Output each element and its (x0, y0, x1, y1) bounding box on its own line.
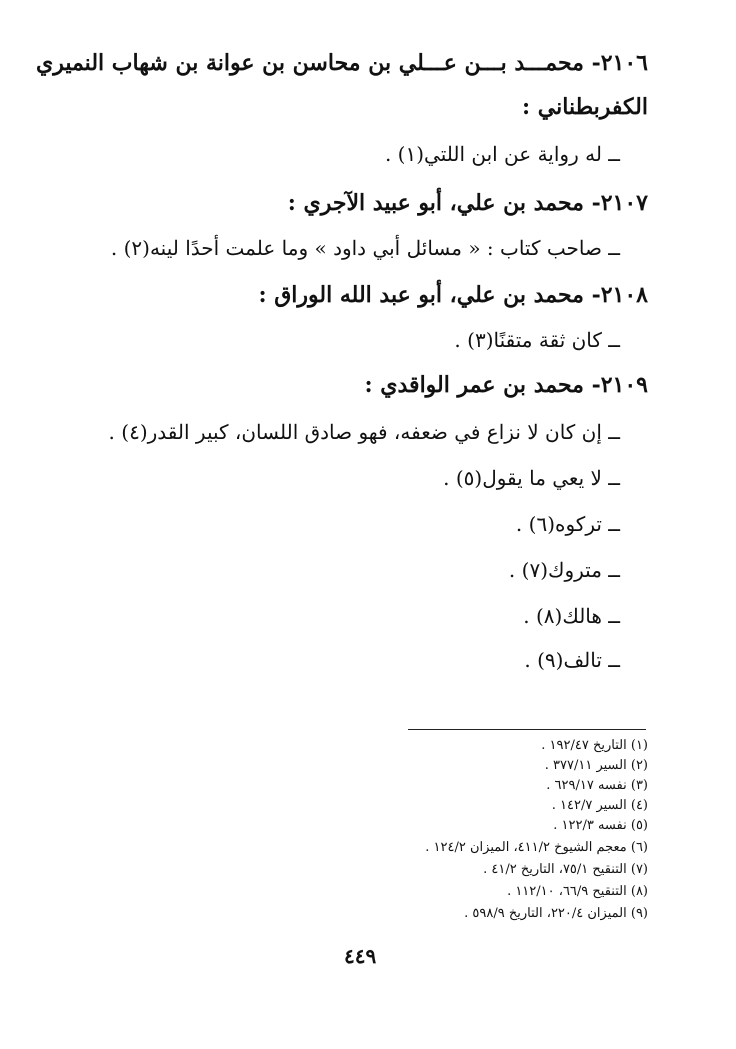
entry-heading-2108: ٢١٠٨- محمد بن علي، أبو عبد الله الوراق : (258, 282, 648, 308)
entry-2109-quote-2: ــ لا يعي ما يقول(٥) . (443, 466, 620, 490)
entry-2109-quote-1: ــ إن كان لا نزاع في ضعفه، فهو صادق اللسان، كبير القدر(٤) . (108, 420, 620, 444)
footnote-divider (408, 729, 646, 730)
entry-2107-quote-1: ــ صاحب كتاب : « مسائل أبي داود » وما علمت أحدًا لينه(٢) . (110, 236, 620, 260)
footnote-6: (٦) معجم الشيوخ ٤١١/٢، الميزان ١٢٤/٢ . (425, 840, 648, 855)
entry-heading-2106: ٢١٠٦- محمـــد بـــن عـــلي بن محاسن بن عوانة بن شهاب النميري (35, 50, 648, 76)
entry-2109-quote-3: ــ تركوه(٦) . (515, 512, 620, 536)
footnote-1: (١) التاريخ ١٩٢/٤٧ . (541, 738, 648, 753)
footnote-2: (٢) السير ٣٧٧/١١ . (544, 758, 648, 773)
entry-2109-quote-6: ــ تالف(٩) . (524, 648, 620, 672)
footnote-8: (٨) التنقيح ٦٦/٩، ١١٢/١٠ . (507, 884, 648, 899)
entry-2108-quote-1: ــ كان ثقة متقنًا(٣) . (454, 328, 620, 352)
book-page (35, 36, 648, 1016)
entry-heading-2107: ٢١٠٧- محمد بن علي، أبو عبيد الآجري : (287, 190, 648, 216)
entry-heading-2109: ٢١٠٩- محمد بن عمر الواقدي : (364, 372, 648, 398)
entry-2109-quote-5: ــ هالك(٨) . (523, 604, 620, 628)
entry-heading-2106-continuation: الكفربطناني : (522, 94, 648, 120)
entry-2106-quote-1: ــ له رواية عن ابن اللتي(١) . (384, 142, 620, 166)
footnote-4: (٤) السير ١٤٢/٧ . (551, 798, 648, 813)
footnote-3: (٣) نفسه ٦٢٩/١٧ . (546, 778, 648, 793)
page-number: ٤٤٩ (344, 944, 377, 968)
footnote-5: (٥) نفسه ١٢٢/٣ . (553, 818, 648, 833)
footnote-9: (٩) الميزان ٢٢٠/٤، التاريخ ٥٩٨/٩ . (464, 906, 648, 921)
footnote-7: (٧) التنقيح ٧٥/١، التاريخ ٤١/٢ . (483, 862, 648, 877)
entry-2109-quote-4: ــ متروك(٧) . (508, 558, 620, 582)
